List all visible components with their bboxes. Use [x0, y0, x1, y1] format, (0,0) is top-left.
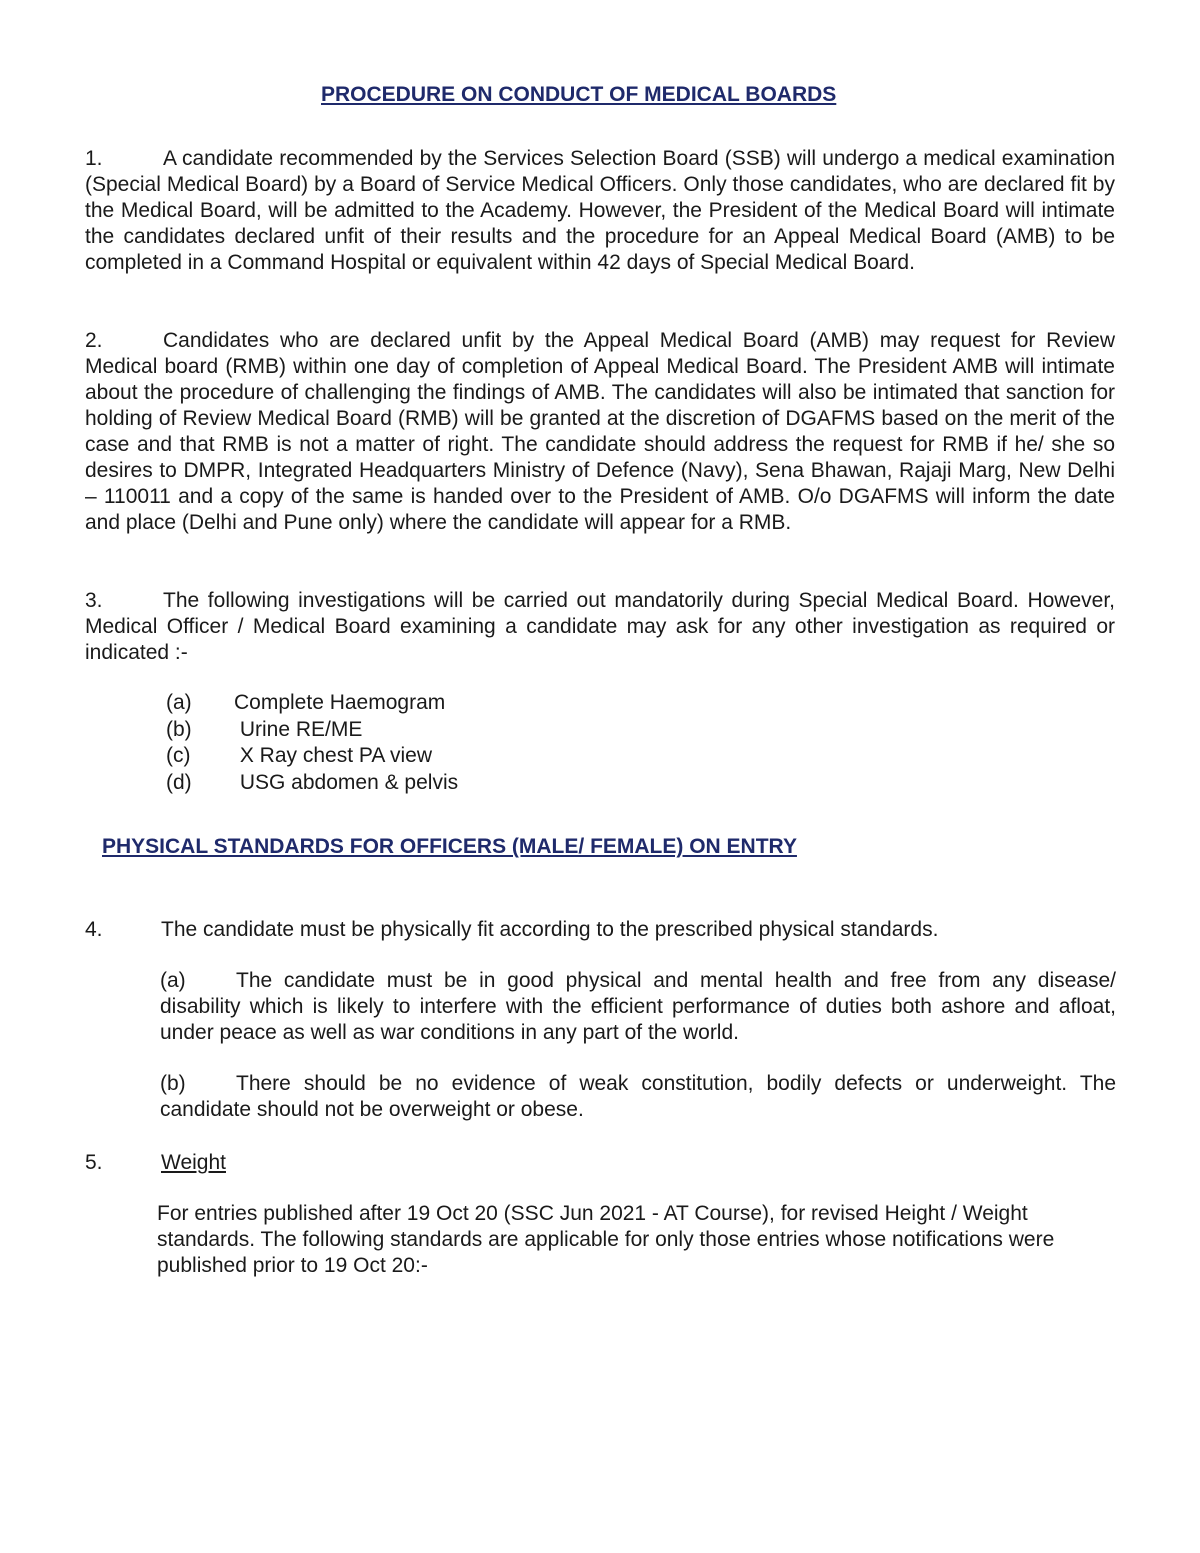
paragraph-1	[85, 146, 1115, 276]
list-item	[166, 770, 458, 797]
paragraph-5-number: 5.	[85, 1151, 103, 1174]
list-item-label: (b)	[166, 717, 192, 741]
paragraph-4b-text: There should be no evidence of weak constitution, bodily defects or underweight. The candidate should not be overweight or obese.	[160, 1072, 1116, 1121]
list-item	[166, 717, 458, 744]
paragraph-4a	[160, 968, 1116, 1046]
paragraph-2-text: Candidates who are declared unfit by the Appeal Medical Board (AMB) may request for Review Medical board (RMB) within one day of completion of Appeal Medical Board. The President AMB will intimate about the procedure of challenging the findings of AMB. The candidates will also be intimated that sanction for holding of Review Medical Board (RMB) will be granted at the discretion of DGAFMS based on the merit of the case and that RMB is not a matter of right. The candidate should address the request for RMB if he/ she so desires to DMPR, Integrated Headquarters Ministry of Defence (Navy), Sena Bhawan, Rajaji Marg, New Delhi – 110011 and a copy of the same is handed over to the President of AMB. O/o DGAFMS will inform the date and place (Delhi and Pune only) where the candidate will appear for a RMB.	[85, 329, 1115, 534]
paragraph-1-number: 1.	[85, 147, 103, 170]
list-item-label: (a)	[166, 691, 192, 714]
paragraph-5-title: Weight	[161, 1151, 226, 1174]
list-item	[166, 743, 458, 770]
heading-physical-standards: PHYSICAL STANDARDS FOR OFFICERS (MALE/ FEMALE) ON ENTRY	[102, 835, 797, 858]
paragraph-4	[85, 917, 938, 943]
paragraph-4b-label: (b)	[160, 1072, 186, 1095]
paragraph-5-text: For entries published after 19 Oct 20 (SSC Jun 2021 - AT Course), for revised Height / Weight standards. The following standards are applicable for only those entries whose notifications were published prior to 19 Oct 20:-	[157, 1202, 1055, 1277]
paragraph-3-number: 3.	[85, 589, 103, 612]
paragraph-3-text: The following investigations will be carried out mandatorily during Special Medical Board. However, Medical Officer / Medical Board examining a candidate may ask for any other investigation as required or indicated :-	[85, 589, 1115, 664]
paragraph-5-heading	[85, 1150, 226, 1176]
paragraph-3	[85, 588, 1115, 666]
list-item-text: Complete Haemogram	[234, 691, 446, 714]
list-item-label: (c)	[166, 744, 191, 767]
list-item-label: (d)	[166, 770, 192, 794]
paragraph-4a-text: The candidate must be in good physical and mental health and free from any disease/ disability which is likely to interfere with the efficient performance of duties both ashore and afloat, under peace as well as war conditions in any part of the world.	[160, 969, 1116, 1044]
paragraph-2	[85, 328, 1115, 536]
paragraph-4b	[160, 1071, 1116, 1123]
list-item	[166, 690, 458, 717]
list-item-text: Urine RE/ME	[234, 717, 363, 741]
investigations-list	[166, 690, 458, 796]
paragraph-1-text: A candidate recommended by the Services Selection Board (SSB) will undergo a medical examination (Special Medical Board) by a Board of Service Medical Officers. Only those candidates, who are declared fit by the Medical Board, will be admitted to the Academy. However, the President of the Medical Board will intimate the candidates declared unfit of their results and the procedure for an Appeal Medical Board (AMB) to be completed in a Command Hospital or equivalent within 42 days of Special Medical Board.	[85, 147, 1115, 274]
paragraph-4-number: 4.	[85, 918, 103, 941]
paragraph-4a-label: (a)	[160, 969, 186, 992]
list-item-text: USG abdomen & pelvis	[234, 770, 459, 794]
paragraph-2-number: 2.	[85, 329, 103, 352]
paragraph-4-text: The candidate must be physically fit according to the prescribed physical standards.	[161, 918, 939, 941]
list-item-text: X Ray chest PA view	[234, 744, 433, 767]
heading-procedure: PROCEDURE ON CONDUCT OF MEDICAL BOARDS	[321, 83, 837, 106]
